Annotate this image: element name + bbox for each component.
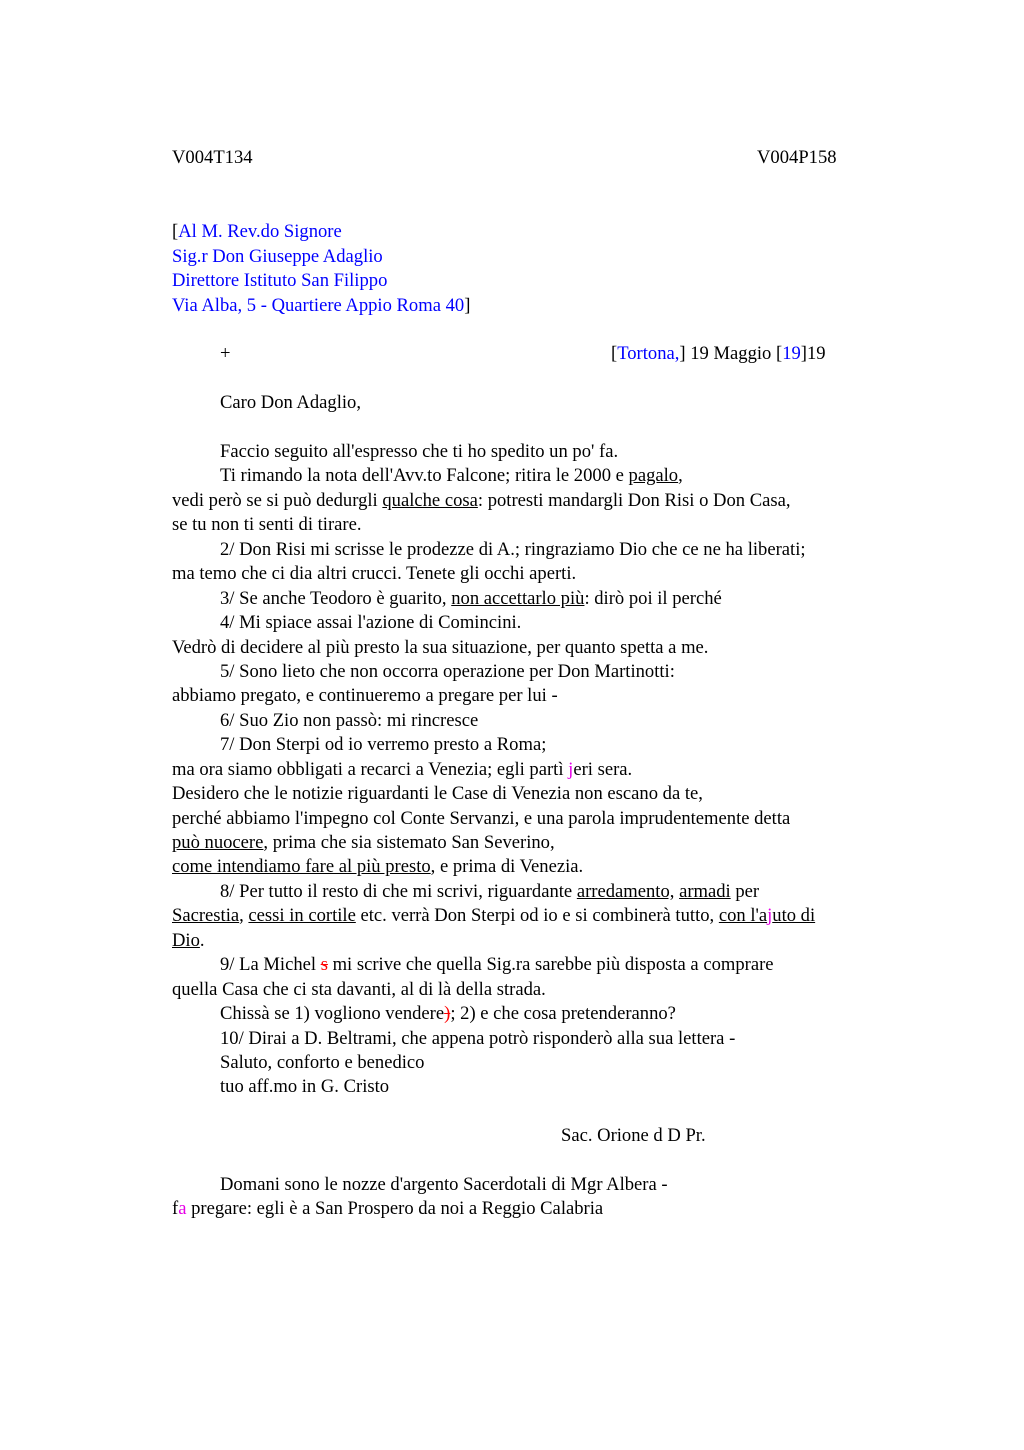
postscript-line: fa pregare: egli è a San Prospero da noi a Reggio Calabria bbox=[172, 1198, 604, 1219]
body-line: 9/ La Michel s mi scrive che quella Sig.ra sarebbe più disposta a comprare bbox=[220, 954, 774, 976]
body-line: come intendiamo fare al più presto, e prima di Venezia. bbox=[172, 856, 584, 878]
body-line: Chissà se 1) vogliono vendere); 2) e che cosa pretenderanno? bbox=[220, 1003, 676, 1025]
body-line: ma ora siamo obbligati a recarci a Venezia; egli partì jeri sera. bbox=[172, 758, 633, 780]
date-line: [Tortona,] 19 Maggio [19]19 bbox=[611, 343, 826, 364]
body-line: Sacrestia, cessi in cortile etc. verrà Don Sterpi od io e si combinerà tutto, con l'ajuto di bbox=[172, 905, 816, 927]
body-line: 4/ Mi spiace assai l'azione di Comincini. bbox=[220, 612, 522, 634]
bracket: ] bbox=[464, 294, 471, 316]
closing-line: Saluto, conforto e benedico bbox=[220, 1051, 425, 1073]
body-line: Desidero che le notizie riguardanti le Case di Venezia non escano da te, bbox=[172, 783, 703, 805]
body-line: 3/ Se anche Teodoro è guarito, non accettarlo più: dirò poi il perché bbox=[220, 587, 722, 609]
body-line: 7/ Don Sterpi od io verremo presto a Roma; bbox=[220, 734, 547, 756]
body-line: 5/ Sono lieto che non occorra operazione per Don Martinotti: bbox=[220, 660, 675, 682]
date-year: 19 bbox=[782, 343, 801, 364]
body-line: Dio. bbox=[172, 929, 205, 951]
address-block bbox=[172, 220, 470, 318]
body-line: 6/ Suo Zio non passò: mi rincresce bbox=[220, 709, 479, 731]
body-line: abbiamo pregato, e continueremo a pregare per lui - bbox=[172, 685, 558, 707]
salutation: Caro Don Adaglio, bbox=[220, 392, 361, 413]
address-line: Via Alba, 5 - Quartiere Appio Roma 40 bbox=[172, 294, 465, 316]
body-line: perché abbiamo l'impegno col Conte Servanzi, e una parola imprudentemente detta bbox=[172, 807, 791, 829]
body-line: 8/ Per tutto il resto di che mi scrivi, riguardante arredamento, armadi per bbox=[220, 880, 760, 902]
doc-code-right: V004P158 bbox=[757, 147, 837, 168]
body-line: se tu non ti senti di tirare. bbox=[172, 514, 362, 536]
body-line: ma temo che ci dia altri crucci. Tenete gli occhi aperti. bbox=[172, 563, 577, 585]
body-line: vedi però se si può dedurgli qualche cosa: potresti mandargli Don Risi o Don Casa, bbox=[172, 489, 791, 511]
closing-line: tuo aff.mo in G. Cristo bbox=[220, 1076, 390, 1098]
date-place: Tortona, bbox=[617, 343, 680, 364]
cross-mark: + bbox=[220, 343, 231, 364]
doc-code-left: V004T134 bbox=[172, 147, 253, 168]
body-line: 2/ Don Risi mi scrisse le prodezze di A.; ringraziamo Dio che ce ne ha liberati; bbox=[220, 538, 806, 560]
bracket: [ bbox=[172, 221, 179, 242]
body-line: Vedrò di decidere al più presto la sua situazione, per quanto spetta a me. bbox=[172, 636, 709, 658]
address-line: Sig.r Don Giuseppe Adaglio bbox=[172, 245, 383, 267]
body-line: Faccio seguito all'espresso che ti ho spedito un po' fa. bbox=[220, 441, 619, 462]
body-line: 10/ Dirai a D. Beltrami, che appena potrò risponderò alla sua lettera - bbox=[220, 1027, 736, 1049]
signature: Sac. Orione d D Pr. bbox=[561, 1125, 706, 1146]
body-line: quella Casa che ci sta davanti, al di là della strada. bbox=[172, 978, 546, 1000]
body-line: può nuocere, prima che sia sistemato San Severino, bbox=[172, 832, 555, 853]
letter-body bbox=[172, 440, 912, 1100]
postscript-line: Domani sono le nozze d'argento Sacerdotali di Mgr Albera - bbox=[220, 1174, 668, 1195]
address-line: Al M. Rev.do Signore bbox=[178, 221, 342, 242]
address-line: Direttore Istituto San Filippo bbox=[172, 270, 388, 291]
body-line: Ti rimando la nota dell'Avv.to Falcone; ritira le 2000 e pagalo, bbox=[220, 465, 683, 487]
